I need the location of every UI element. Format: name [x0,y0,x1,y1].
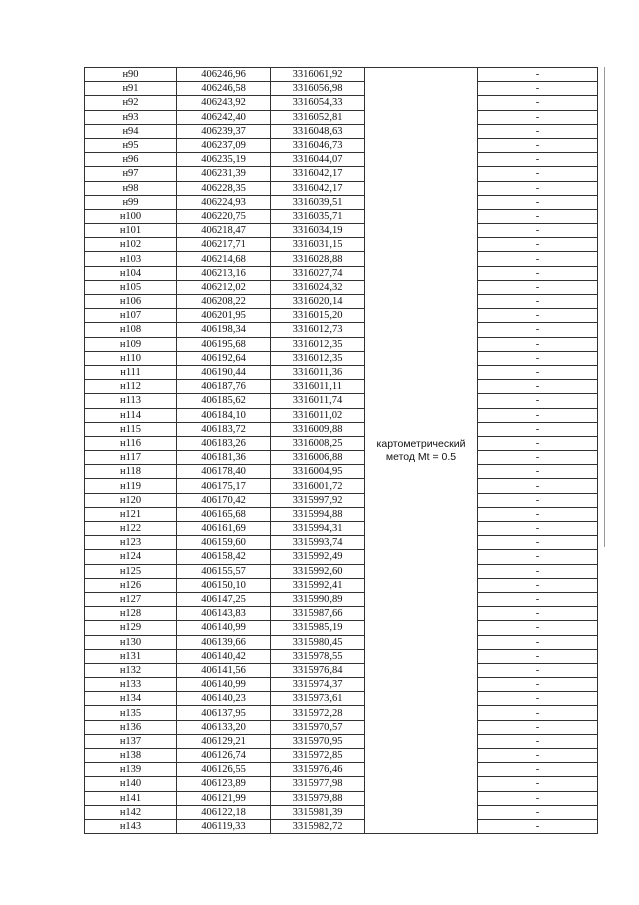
table-row [85,805,598,819]
table-row [85,295,598,309]
table-row [85,479,598,493]
table-row [85,138,598,152]
table-row [85,507,598,521]
point-cell: н90 [85,68,177,82]
error-cell: - [478,266,598,280]
error-cell: - [478,522,598,536]
point-cell: н130 [85,635,177,649]
point-cell: н129 [85,621,177,635]
y-coordinate-cell: 3316039,51 [271,195,365,209]
table-row [85,124,598,138]
x-coordinate-cell: 406140,99 [177,621,271,635]
table-row [85,706,598,720]
x-coordinate-cell: 406220,75 [177,209,271,223]
point-cell: н142 [85,805,177,819]
error-cell: - [478,791,598,805]
table-row [85,351,598,365]
y-coordinate-cell: 3315970,95 [271,734,365,748]
y-coordinate-cell: 3315990,89 [271,592,365,606]
error-cell: - [478,805,598,819]
point-cell: н98 [85,181,177,195]
table-row [85,749,598,763]
x-coordinate-cell: 406201,95 [177,309,271,323]
y-coordinate-cell: 3315970,57 [271,720,365,734]
y-coordinate-cell: 3316061,92 [271,68,365,82]
y-coordinate-cell: 3315974,37 [271,678,365,692]
x-coordinate-cell: 406126,55 [177,763,271,777]
x-coordinate-cell: 406246,58 [177,82,271,96]
error-cell: - [478,564,598,578]
y-coordinate-cell: 3316006,88 [271,451,365,465]
x-coordinate-cell: 406141,56 [177,663,271,677]
table-row [85,96,598,110]
y-coordinate-cell: 3316012,35 [271,337,365,351]
y-coordinate-cell: 3316048,63 [271,124,365,138]
point-cell: н127 [85,592,177,606]
y-coordinate-cell: 3315992,49 [271,550,365,564]
point-cell: н113 [85,394,177,408]
table-row [85,550,598,564]
error-cell: - [478,649,598,663]
x-coordinate-cell: 406190,44 [177,365,271,379]
x-coordinate-cell: 406208,22 [177,295,271,309]
method-label-line1: картометрический [376,437,466,450]
y-coordinate-cell: 3316004,95 [271,465,365,479]
y-coordinate-cell: 3316012,35 [271,351,365,365]
x-coordinate-cell: 406123,89 [177,777,271,791]
error-cell: - [478,238,598,252]
table-row [85,209,598,223]
point-cell: н126 [85,578,177,592]
error-cell: - [478,153,598,167]
y-coordinate-cell: 3316027,74 [271,266,365,280]
coordinates-table-body [85,68,598,834]
y-coordinate-cell: 3315994,31 [271,522,365,536]
y-coordinate-cell: 3316035,71 [271,209,365,223]
y-coordinate-cell: 3316042,17 [271,167,365,181]
error-cell: - [478,337,598,351]
point-cell: н96 [85,153,177,167]
table-row [85,195,598,209]
x-coordinate-cell: 406140,42 [177,649,271,663]
point-cell: н106 [85,295,177,309]
x-coordinate-cell: 406140,99 [177,678,271,692]
error-cell: - [478,734,598,748]
y-coordinate-cell: 3315976,84 [271,663,365,677]
table-row [85,522,598,536]
x-coordinate-cell: 406214,68 [177,252,271,266]
error-cell: - [478,819,598,833]
x-coordinate-cell: 406121,99 [177,791,271,805]
x-coordinate-cell: 406139,66 [177,635,271,649]
error-cell: - [478,323,598,337]
x-coordinate-cell: 406231,39 [177,167,271,181]
x-coordinate-cell: 406170,42 [177,493,271,507]
y-coordinate-cell: 3316031,15 [271,238,365,252]
x-coordinate-cell: 406175,17 [177,479,271,493]
error-cell: - [478,110,598,124]
table-row [85,720,598,734]
point-cell: н94 [85,124,177,138]
error-cell: - [478,167,598,181]
y-coordinate-cell: 3316011,02 [271,408,365,422]
x-coordinate-cell: 406150,10 [177,578,271,592]
point-cell: н125 [85,564,177,578]
table-row [85,153,598,167]
x-coordinate-cell: 406159,60 [177,536,271,550]
point-cell: н110 [85,351,177,365]
point-cell: н119 [85,479,177,493]
error-cell: - [478,96,598,110]
y-coordinate-cell: 3315997,92 [271,493,365,507]
point-cell: н128 [85,607,177,621]
scan-artifact-line [604,67,605,547]
point-cell: н133 [85,678,177,692]
y-coordinate-cell: 3315973,61 [271,692,365,706]
table-row [85,578,598,592]
x-coordinate-cell: 406183,26 [177,436,271,450]
table-row [85,692,598,706]
point-cell: н107 [85,309,177,323]
x-coordinate-cell: 406129,21 [177,734,271,748]
point-cell: н131 [85,649,177,663]
point-cell: н116 [85,436,177,450]
error-cell: - [478,777,598,791]
table-row [85,337,598,351]
table-row [85,280,598,294]
method-cell [365,68,478,834]
y-coordinate-cell: 3316008,25 [271,436,365,450]
error-cell: - [478,749,598,763]
error-cell: - [478,280,598,294]
point-cell: н140 [85,777,177,791]
error-cell: - [478,138,598,152]
x-coordinate-cell: 406239,37 [177,124,271,138]
y-coordinate-cell: 3316009,88 [271,422,365,436]
y-coordinate-cell: 3315979,88 [271,791,365,805]
x-coordinate-cell: 406237,09 [177,138,271,152]
error-cell: - [478,536,598,550]
table-row [85,309,598,323]
table-row [85,649,598,663]
y-coordinate-cell: 3315972,28 [271,706,365,720]
table-row [85,536,598,550]
x-coordinate-cell: 406228,35 [177,181,271,195]
y-coordinate-cell: 3316012,73 [271,323,365,337]
y-coordinate-cell: 3316046,73 [271,138,365,152]
table-row [85,465,598,479]
error-cell: - [478,295,598,309]
table-row [85,68,598,82]
table-row [85,777,598,791]
error-cell: - [478,507,598,521]
table-row [85,394,598,408]
table-row [85,82,598,96]
error-cell: - [478,351,598,365]
table-row [85,436,598,450]
point-cell: н99 [85,195,177,209]
point-cell: н123 [85,536,177,550]
table-row [85,380,598,394]
y-coordinate-cell: 3315982,72 [271,819,365,833]
error-cell: - [478,720,598,734]
x-coordinate-cell: 406185,62 [177,394,271,408]
y-coordinate-cell: 3315981,39 [271,805,365,819]
table-row [85,110,598,124]
point-cell: н109 [85,337,177,351]
y-coordinate-cell: 3316024,32 [271,280,365,294]
y-coordinate-cell: 3316011,36 [271,365,365,379]
point-cell: н92 [85,96,177,110]
point-cell: н91 [85,82,177,96]
x-coordinate-cell: 406246,96 [177,68,271,82]
table-row [85,635,598,649]
x-coordinate-cell: 406184,10 [177,408,271,422]
y-coordinate-cell: 3316001,72 [271,479,365,493]
table-row [85,451,598,465]
error-cell: - [478,663,598,677]
point-cell: н104 [85,266,177,280]
table-row [85,252,598,266]
point-cell: н124 [85,550,177,564]
x-coordinate-cell: 406122,18 [177,805,271,819]
x-coordinate-cell: 406137,95 [177,706,271,720]
point-cell: н105 [85,280,177,294]
y-coordinate-cell: 3316052,81 [271,110,365,124]
x-coordinate-cell: 406178,40 [177,465,271,479]
point-cell: н95 [85,138,177,152]
table-row [85,493,598,507]
error-cell: - [478,365,598,379]
point-cell: н111 [85,365,177,379]
point-cell: н118 [85,465,177,479]
y-coordinate-cell: 3316020,14 [271,295,365,309]
y-coordinate-cell: 3315976,46 [271,763,365,777]
point-cell: н115 [85,422,177,436]
table-row [85,167,598,181]
point-cell: н103 [85,252,177,266]
x-coordinate-cell: 406158,42 [177,550,271,564]
table-row [85,224,598,238]
error-cell: - [478,493,598,507]
error-cell: - [478,224,598,238]
table-row [85,734,598,748]
error-cell: - [478,380,598,394]
method-label-line2: метод Mt = 0.5 [385,450,457,463]
table-row [85,607,598,621]
point-cell: н102 [85,238,177,252]
point-cell: н122 [85,522,177,536]
y-coordinate-cell: 3316054,33 [271,96,365,110]
point-cell: н139 [85,763,177,777]
point-cell: н93 [85,110,177,124]
x-coordinate-cell: 406147,25 [177,592,271,606]
error-cell: - [478,422,598,436]
x-coordinate-cell: 406242,40 [177,110,271,124]
coordinates-table [84,67,598,834]
x-coordinate-cell: 406161,69 [177,522,271,536]
y-coordinate-cell: 3315972,85 [271,749,365,763]
error-cell: - [478,607,598,621]
y-coordinate-cell: 3316011,11 [271,380,365,394]
point-cell: н114 [85,408,177,422]
x-coordinate-cell: 406217,71 [177,238,271,252]
x-coordinate-cell: 406192,64 [177,351,271,365]
error-cell: - [478,465,598,479]
y-coordinate-cell: 3315977,98 [271,777,365,791]
point-cell: н132 [85,663,177,677]
table-row [85,365,598,379]
point-cell: н120 [85,493,177,507]
x-coordinate-cell: 406119,33 [177,819,271,833]
y-coordinate-cell: 3316056,98 [271,82,365,96]
point-cell: н138 [85,749,177,763]
y-coordinate-cell: 3315980,45 [271,635,365,649]
point-cell: н117 [85,451,177,465]
x-coordinate-cell: 406218,47 [177,224,271,238]
error-cell: - [478,309,598,323]
table-row [85,791,598,805]
y-coordinate-cell: 3315978,55 [271,649,365,663]
error-cell: - [478,436,598,450]
error-cell: - [478,763,598,777]
x-coordinate-cell: 406183,72 [177,422,271,436]
y-coordinate-cell: 3316011,74 [271,394,365,408]
error-cell: - [478,68,598,82]
x-coordinate-cell: 406243,92 [177,96,271,110]
x-coordinate-cell: 406155,57 [177,564,271,578]
table-row [85,238,598,252]
y-coordinate-cell: 3315993,74 [271,536,365,550]
point-cell: н97 [85,167,177,181]
error-cell: - [478,181,598,195]
error-cell: - [478,678,598,692]
error-cell: - [478,592,598,606]
point-cell: н108 [85,323,177,337]
error-cell: - [478,621,598,635]
x-coordinate-cell: 406224,93 [177,195,271,209]
y-coordinate-cell: 3315987,66 [271,607,365,621]
point-cell: н135 [85,706,177,720]
x-coordinate-cell: 406235,19 [177,153,271,167]
x-coordinate-cell: 406140,23 [177,692,271,706]
x-coordinate-cell: 406213,16 [177,266,271,280]
error-cell: - [478,451,598,465]
error-cell: - [478,692,598,706]
x-coordinate-cell: 406212,02 [177,280,271,294]
table-row [85,422,598,436]
table-row [85,663,598,677]
y-coordinate-cell: 3316042,17 [271,181,365,195]
table-row [85,819,598,833]
y-coordinate-cell: 3315992,41 [271,578,365,592]
x-coordinate-cell: 406165,68 [177,507,271,521]
error-cell: - [478,124,598,138]
error-cell: - [478,706,598,720]
error-cell: - [478,82,598,96]
y-coordinate-cell: 3316028,88 [271,252,365,266]
point-cell: н136 [85,720,177,734]
point-cell: н134 [85,692,177,706]
x-coordinate-cell: 406181,36 [177,451,271,465]
table-row [85,763,598,777]
table-row [85,621,598,635]
error-cell: - [478,578,598,592]
error-cell: - [478,635,598,649]
error-cell: - [478,252,598,266]
x-coordinate-cell: 406195,68 [177,337,271,351]
table-row [85,323,598,337]
y-coordinate-cell: 3315992,60 [271,564,365,578]
point-cell: н141 [85,791,177,805]
point-cell: н100 [85,209,177,223]
error-cell: - [478,408,598,422]
error-cell: - [478,195,598,209]
table-row [85,592,598,606]
x-coordinate-cell: 406187,76 [177,380,271,394]
error-cell: - [478,479,598,493]
x-coordinate-cell: 406133,20 [177,720,271,734]
y-coordinate-cell: 3316015,20 [271,309,365,323]
point-cell: н101 [85,224,177,238]
error-cell: - [478,209,598,223]
y-coordinate-cell: 3315985,19 [271,621,365,635]
point-cell: н112 [85,380,177,394]
y-coordinate-cell: 3315994,88 [271,507,365,521]
point-cell: н137 [85,734,177,748]
point-cell: н143 [85,819,177,833]
x-coordinate-cell: 406198,34 [177,323,271,337]
table-row [85,678,598,692]
error-cell: - [478,550,598,564]
y-coordinate-cell: 3316044,07 [271,153,365,167]
y-coordinate-cell: 3316034,19 [271,224,365,238]
table-row [85,266,598,280]
error-cell: - [478,394,598,408]
table-row [85,181,598,195]
table-row [85,564,598,578]
table-row [85,408,598,422]
x-coordinate-cell: 406143,83 [177,607,271,621]
x-coordinate-cell: 406126,74 [177,749,271,763]
point-cell: н121 [85,507,177,521]
